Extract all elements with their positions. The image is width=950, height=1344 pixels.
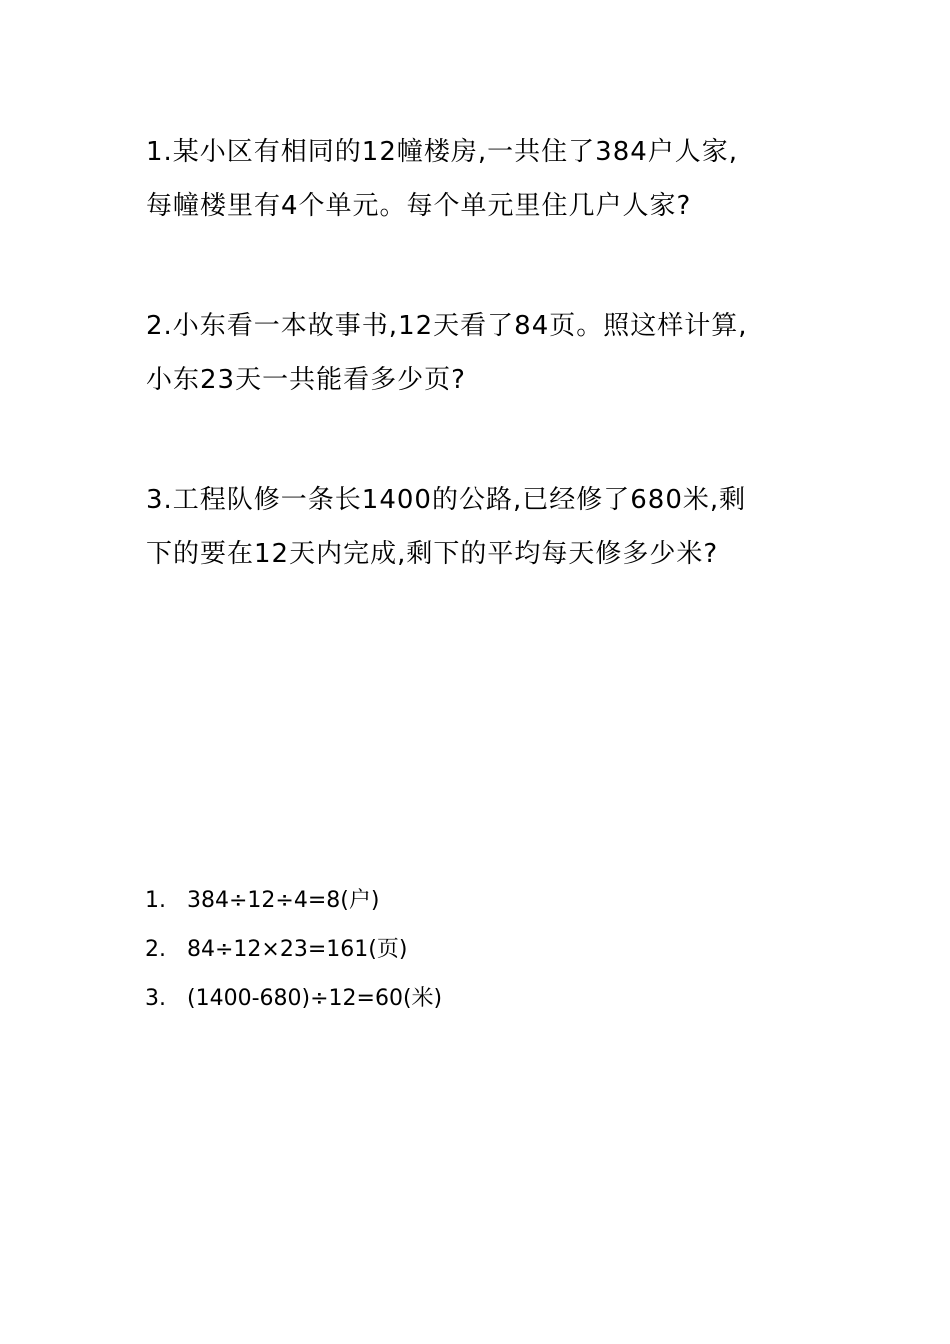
answer-3-expression: (1400-680)÷12=60(米) xyxy=(187,986,443,1011)
question-3 xyxy=(146,473,806,581)
answer-1-expression: 384÷12÷4=8(户) xyxy=(187,888,380,913)
answer-3 xyxy=(145,974,805,1023)
answer-3-number: 3. xyxy=(145,986,166,1011)
question-2-line-1: 2.小东看一本故事书,12天看了84页。照这样计算, xyxy=(146,311,748,341)
answer-2-number: 2. xyxy=(145,937,166,962)
answer-2-expression: 84÷12×23=161(页) xyxy=(187,937,408,962)
answer-key xyxy=(145,876,805,1023)
answer-1-number: 1. xyxy=(145,888,166,913)
question-3-line-1: 3.工程队修一条长1400的公路,已经修了680米,剩 xyxy=(146,485,747,515)
question-2 xyxy=(146,299,806,407)
question-1 xyxy=(146,125,806,233)
answer-1 xyxy=(145,876,805,925)
question-1-line-1: 1.某小区有相同的12幢楼房,一共住了384户人家, xyxy=(146,137,739,167)
answer-2 xyxy=(145,925,805,974)
question-3-line-2: 下的要在12天内完成,剩下的平均每天修多少米? xyxy=(146,539,719,569)
question-1-line-2: 每幢楼里有4个单元。每个单元里住几户人家? xyxy=(146,191,692,221)
question-2-line-2: 小东23天一共能看多少页? xyxy=(146,365,466,395)
